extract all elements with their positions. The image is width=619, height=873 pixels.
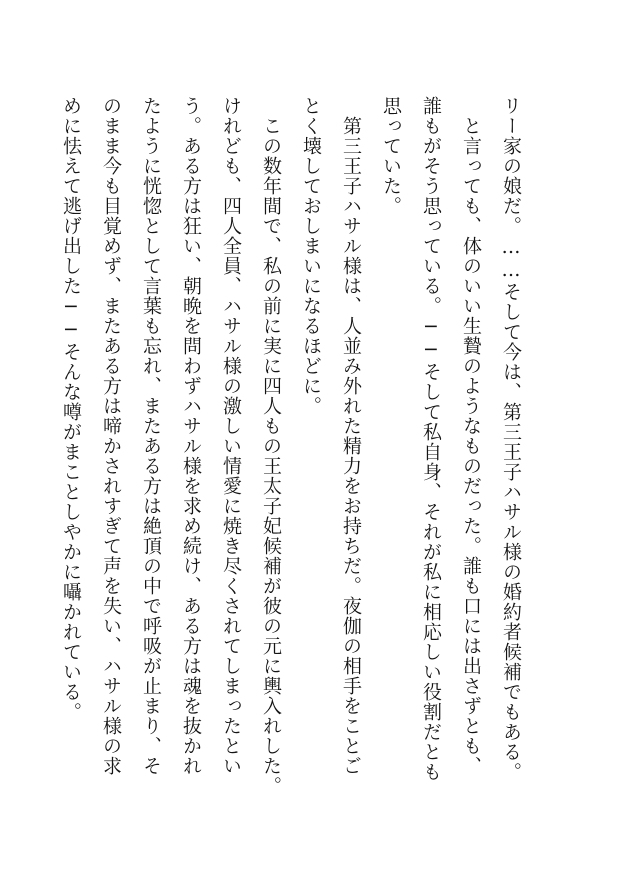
text-line-5: 第三王子ハサル様は、人並み外れた精力をお持ちだ。夜伽の相手をことご <box>340 96 362 776</box>
text-line-6: とく壊しておしまいになるほどに。 <box>300 96 322 416</box>
text-line-2: と言っても、体のいい生贄のようなものだった。誰も口には出さずとも、 <box>460 96 482 776</box>
text-line-9: う。ある方は狂い、朝晩を問わずハサル様を求め続け、ある方は魂を抜かれ <box>180 96 202 776</box>
text-line-11: のまま今も目覚めず、またある方は啼かされすぎて声を失い、ハサル様の求 <box>100 96 122 776</box>
text-line-3: 誰もがそう思っている。──そして私自身、それが私に相応しい役割だとも <box>420 96 442 782</box>
text-line-12: めに怯えて逃げ出した──そんな噂がまことしやかに囁かれている。 <box>60 96 82 722</box>
text-line-8: けれども、四人全員、ハサル様の激しい情愛に焼き尽くされてしまったとい <box>220 96 242 776</box>
vertical-text-block <box>51 96 531 816</box>
text-line-1: リー家の娘だ。……そして今は、第三王子ハサル様の婚約者候補でもある。 <box>500 96 522 782</box>
text-line-10: たように恍惚として言葉も忘れ、またある方は絶頂の中で呼吸が止まり、そ <box>140 96 162 776</box>
text-line-7: この数年間で、私の前に実に四人もの王太子妃候補が彼の元に輿入れした。 <box>260 96 282 796</box>
text-line-4: 思っていた。 <box>380 96 402 216</box>
